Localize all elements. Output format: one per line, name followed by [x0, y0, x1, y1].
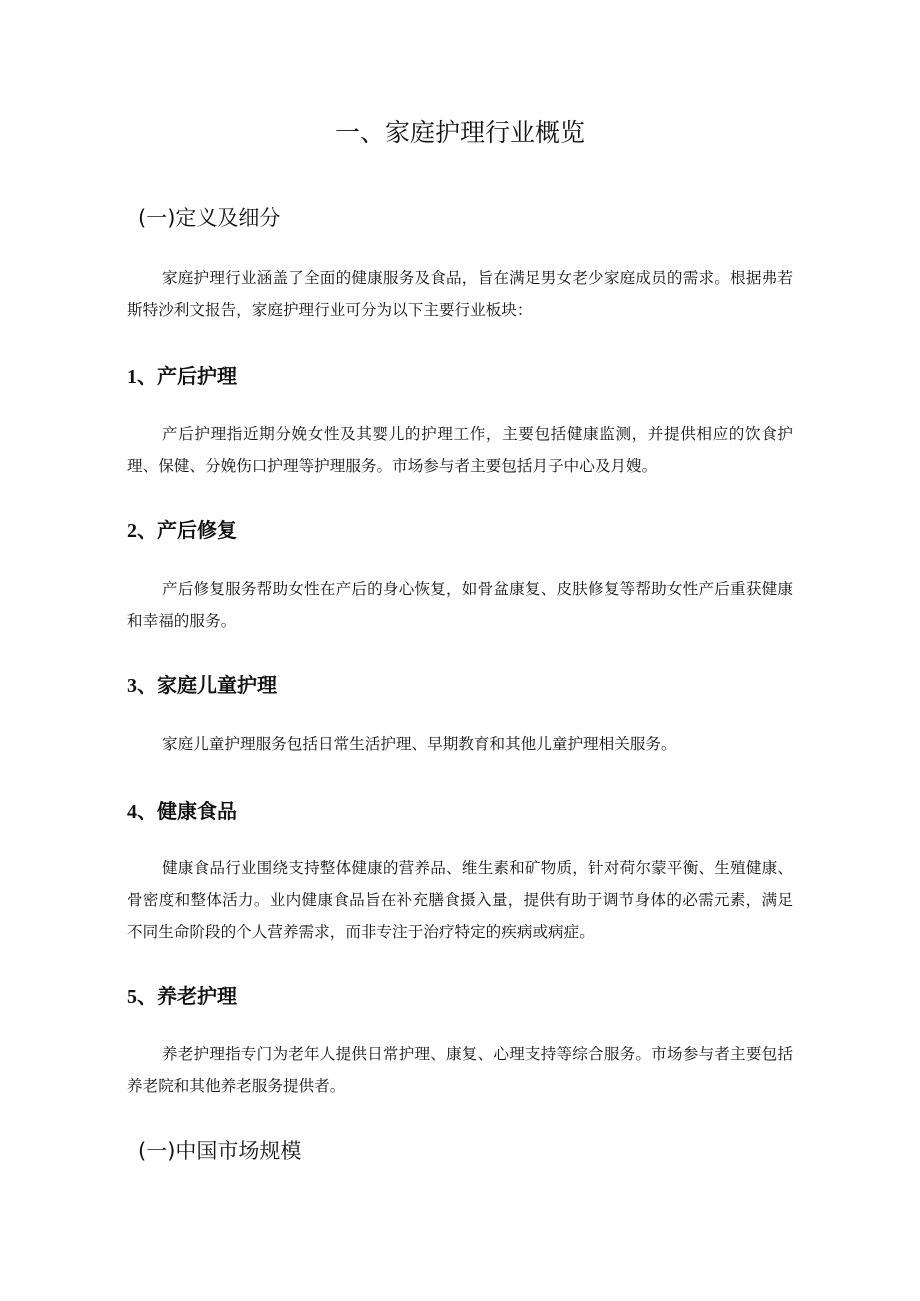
item-body-postpartum-recovery: 产后修复服务帮助女性在产后的身心恢复，如骨盆康复、皮肤修复等帮助女性产后重获健康和幸福的服务。 — [127, 580, 793, 630]
item-title: 产后护理 — [157, 364, 237, 388]
item-title: 健康食品 — [157, 799, 237, 823]
section-heading-market-size: (一)中国市场规模 — [138, 1139, 302, 1163]
item-number: 2、 — [127, 520, 157, 542]
item-heading-elderly-care — [127, 981, 237, 1012]
item-title: 产后修复 — [157, 518, 237, 542]
item-number: 4、 — [127, 801, 157, 823]
section-heading-definition: (一)定义及细分 — [138, 206, 281, 230]
item-number: 5、 — [127, 986, 157, 1008]
item-heading-child-care — [127, 670, 277, 701]
item-number: 1、 — [127, 366, 157, 388]
item-title: 家庭儿童护理 — [157, 673, 277, 697]
item-heading-health-food — [127, 796, 237, 827]
item-body-child-care: 家庭儿童护理服务包括日常生活护理、早期教育和其他儿童护理相关服务。 — [162, 735, 677, 753]
item-heading-postpartum-recovery — [127, 515, 237, 546]
item-body-health-food: 健康食品行业围绕支持整体健康的营养品、维生素和矿物质，针对荷尔蒙平衡、生殖健康、骨密度和整体活力。业内健康食品旨在补充膳食摄入量，提供有助于调节身体的必需元素，满足不同生命阶段的个人营养需求，而非专注于治疗特定的疾病或病症。 — [127, 859, 793, 941]
item-title: 养老护理 — [157, 984, 237, 1008]
item-number: 3、 — [127, 675, 157, 697]
item-body-postpartum-care: 产后护理指近期分娩女性及其婴儿的护理工作，主要包括健康监测，并提供相应的饮食护理、保健、分娩伤口护理等护理服务。市场参与者主要包括月子中心及月嫂。 — [127, 425, 793, 475]
item-body-elderly-care: 养老护理指专门为老年人提供日常护理、康复、心理支持等综合服务。市场参与者主要包括养老院和其他养老服务提供者。 — [127, 1045, 793, 1095]
item-heading-postpartum-care — [127, 361, 237, 392]
section-intro-paragraph: 家庭护理行业涵盖了全面的健康服务及食品，旨在满足男女老少家庭成员的需求。根据弗若斯特沙利文报告，家庭护理行业可分为以下主要行业板块： — [127, 269, 793, 319]
document-title: 一、家庭护理行业概览 — [334, 118, 585, 147]
